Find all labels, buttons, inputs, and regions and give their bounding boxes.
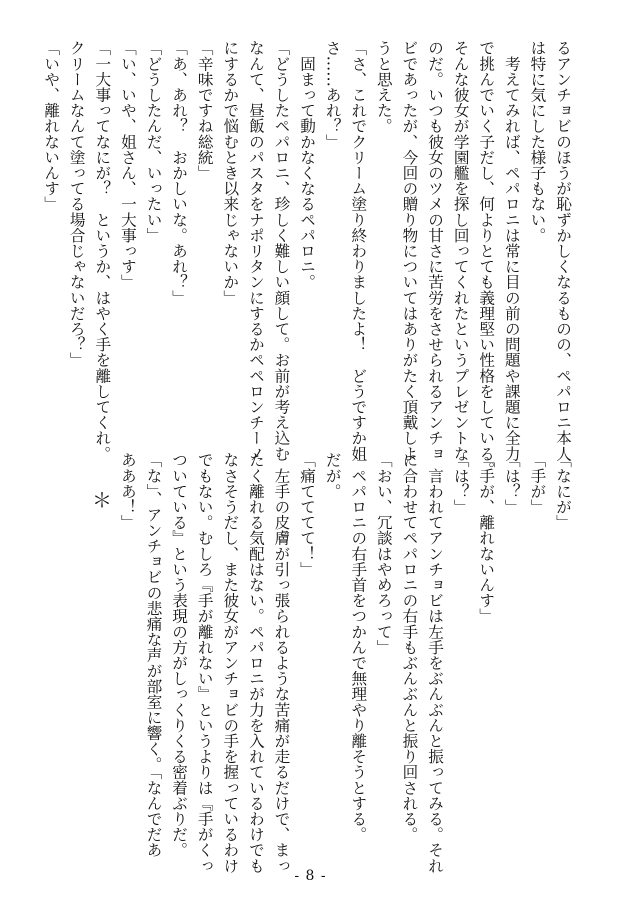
- text-line: 「どうしたんだ、いったい」: [144, 40, 163, 243]
- text-line: うと思えた。: [374, 40, 393, 134]
- text-line: 言われてアンチョビは左手をぶんぶんと振ってみる。それ: [426, 452, 445, 874]
- text-line: 「な」、アンチョビの悲痛な声が部室に響く。「なんでだあ: [144, 452, 163, 858]
- text-line: 「どうしたペパロニ、珍しく難しい顔して。お前が考え込む: [272, 40, 291, 462]
- text-line: クリームなんて塗ってる場合じゃないだろ？」: [67, 40, 86, 368]
- text-line: なさそうだし、また彼女がアンチョビの手を握っているわけ: [221, 452, 240, 874]
- text-line: なんて、昼飯のパスタをナポリタンにするかペペロンチーノ: [246, 40, 265, 462]
- text-line: 左手の皮膚が引っ張られるような苦痛が走るだけで、まっ: [272, 452, 291, 874]
- text-line: ビであったが、今回の贈り物についてはありがたく頂戴しよ: [400, 40, 419, 462]
- text-line: るアンチョビのほうが恥ずかしくなるものの、ペパロニ本人: [554, 40, 572, 462]
- text-line: 固まって動かなくなるペパロニ。: [298, 40, 317, 290]
- text-line: に合わせてペパロニの右手もぶんぶんと振り回される。: [400, 452, 419, 842]
- text-line: 「は？」: [451, 452, 470, 515]
- text-line: 「は？」: [502, 452, 521, 515]
- text-line: たく離れる気配はない。ペパロニが力を入れているわけでも: [246, 452, 265, 874]
- text-line: 「一大事ってなにが？ というか、はやく手を離してくれ。: [93, 40, 112, 462]
- text-line: 「辛味ですね総統」: [195, 40, 214, 181]
- text-line: 考えてみれば、ペパロニは常に目の前の問題や課題に全力: [502, 40, 521, 462]
- text-line: 「あ、あれ？ おかしいな。あれ？」: [170, 40, 189, 306]
- text-line: 「痛てててて！」: [298, 452, 317, 577]
- text-line: さ……あれ？」: [323, 40, 342, 150]
- text-line: で挑んでいく子だし、何よりとても義理堅い性格をしている。: [477, 40, 496, 477]
- lower-text-column: [114, 452, 575, 874]
- text-line: 「なにが」: [554, 452, 572, 530]
- text-line: 「いや、離れないんす」: [42, 40, 61, 212]
- text-line: そんな彼女が学園艦を探し回ってくれたというプレゼントな: [451, 40, 470, 462]
- text-line: だが。: [323, 452, 342, 499]
- text-line: 「い、いや、姐さん、一大事っす」: [118, 40, 137, 290]
- text-line: 「さ、これでクリーム塗り終わりましたよ！ どうですか姐: [349, 40, 368, 462]
- text-line: あああ！」: [118, 452, 137, 530]
- text-line: 「手が」: [528, 452, 547, 515]
- text-line: にするかで悩むとき以来じゃないか」: [221, 40, 240, 306]
- text-line: でもない。むしろ『手が離れない』というよりは『手がくっ: [195, 452, 214, 874]
- page-number: - 8 -: [294, 868, 327, 884]
- text-line: のだ。いつも彼女のツメの甘さに苦労をさせられるアンチョ: [426, 40, 445, 462]
- text-line: ついている』という表現の方がしっくりくる密着ぶりだ。: [170, 452, 189, 858]
- text-line: 「手が、離れないんす」: [477, 452, 496, 624]
- text-line: ペパロニの右手首をつかんで無理やり離そうとする。: [349, 452, 368, 842]
- section-break-asterisk: ＊: [92, 488, 112, 512]
- text-line: 「おい、冗談はやめろって」: [374, 452, 393, 655]
- text-line: は特に気にした様子もない。: [528, 40, 547, 243]
